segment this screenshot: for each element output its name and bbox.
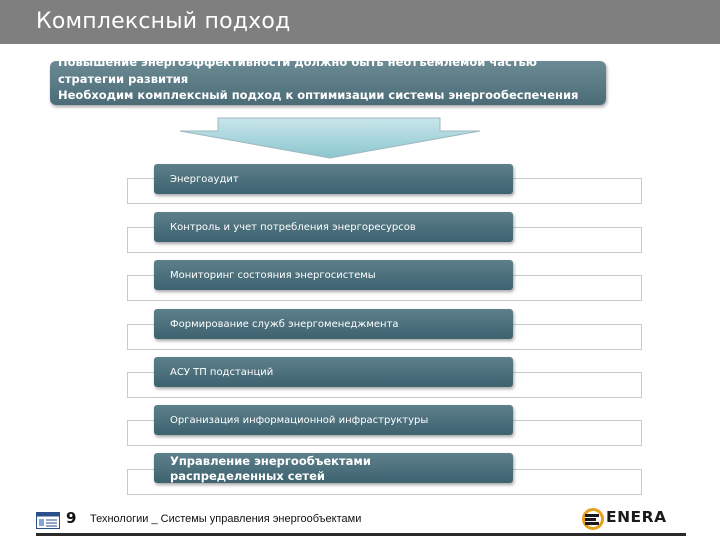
page-number: 9 <box>66 509 77 527</box>
step-label: Организация информационной инфраструктуры <box>170 414 429 426</box>
step-energy-management <box>154 309 513 339</box>
step-energy-audit <box>154 164 513 194</box>
brand-name: ENERA <box>606 508 667 526</box>
footer-divider <box>36 533 686 536</box>
footer <box>0 497 720 540</box>
step-label: Формирование служб энергоменеджмента <box>170 318 399 330</box>
enera-logo-icon <box>582 508 604 530</box>
step-it-infrastructure <box>154 405 513 435</box>
lead-line-2: стратегии развития <box>58 72 189 86</box>
page-title: Комплексный подход <box>36 9 291 34</box>
lead-line-3: Необходим комплексный подход к оптимизации системы энергообеспечения <box>58 88 579 102</box>
title-bar <box>0 0 720 44</box>
step-label: АСУ ТП подстанций <box>170 366 274 378</box>
step-label: Управление энергообъектами распределенных сетей <box>170 454 371 483</box>
document-icon <box>36 512 60 529</box>
step-substation-automation <box>154 357 513 387</box>
step-label: Мониторинг состояния энергосистемы <box>170 269 376 281</box>
lead-line-1: Повышение энергоэффективности должно быть неотъемлемой частью <box>58 55 537 69</box>
brand-logo <box>582 507 692 531</box>
lead-line-4: компании <box>58 104 123 118</box>
step-label: Контроль и учет потребления энергоресурсов <box>170 221 416 233</box>
step-grid-management <box>154 453 513 483</box>
lead-box <box>50 55 606 118</box>
footer-caption: Технологии _ Системы управления энергообъектами <box>90 513 362 525</box>
step-label: Энергоаудит <box>170 173 239 185</box>
step-system-monitoring <box>154 260 513 290</box>
step-consumption-control <box>154 212 513 242</box>
